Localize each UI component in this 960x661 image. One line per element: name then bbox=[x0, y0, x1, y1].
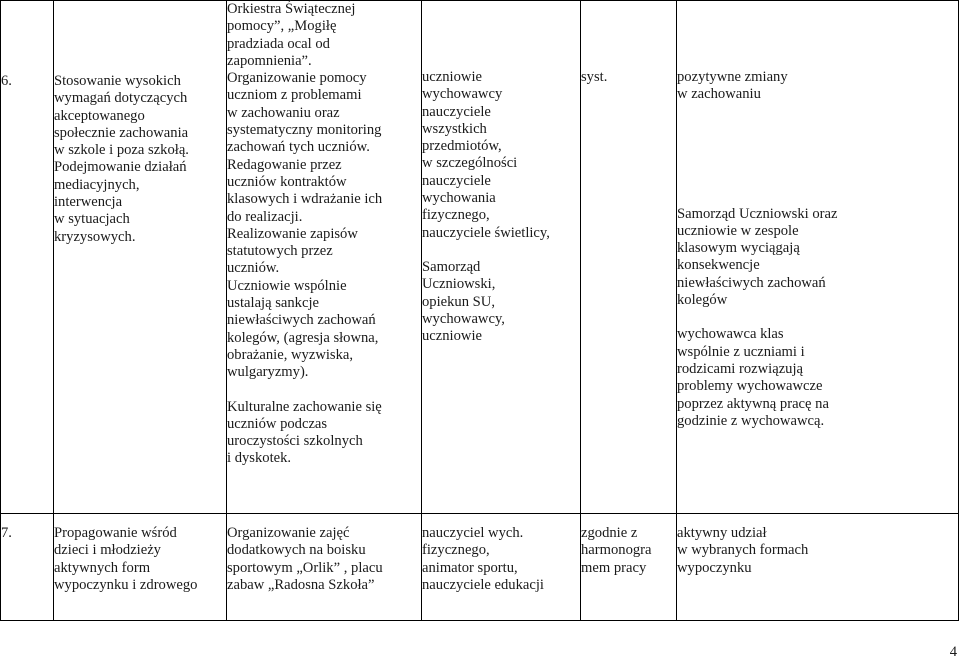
text-line: sportowym „Orlik” , placu bbox=[227, 559, 383, 576]
text-line: interwencja bbox=[54, 194, 123, 211]
text-line bbox=[677, 1, 958, 18]
text-line: rodzicami rozwiązują bbox=[677, 360, 804, 377]
text-line: wychowania bbox=[422, 190, 496, 207]
text-line: wychowawca klas bbox=[677, 326, 784, 343]
deadline-cell bbox=[581, 1, 677, 514]
text-line: i dyskotek. bbox=[227, 450, 292, 467]
page-number: 4 bbox=[949, 644, 957, 660]
text-line: pomocy”, „Mogiłę bbox=[227, 18, 337, 35]
text-line: zachowań tych uczniów. bbox=[227, 139, 370, 156]
text-line: niewłaściwych zachowań bbox=[677, 274, 826, 291]
text-line: w szkole i poza szkołą. bbox=[54, 142, 189, 159]
text-line: wulgaryzmy). bbox=[227, 364, 309, 381]
text-line: wymagań dotyczących bbox=[54, 90, 188, 107]
text-line: opiekun SU, bbox=[422, 293, 495, 310]
text-line: ustalają sankcje bbox=[227, 295, 319, 312]
text-line: Redagowanie przez bbox=[227, 156, 342, 173]
text-line: Uczniowie wspólnie bbox=[227, 277, 347, 294]
text-line bbox=[422, 52, 580, 69]
text-line: Organizowanie pomocy bbox=[227, 70, 367, 87]
text-line: przedmiotów, bbox=[422, 138, 502, 155]
text-line: statutowych przez bbox=[227, 243, 333, 260]
text-line: obrażanie, wyzwiska, bbox=[227, 346, 354, 363]
text-line: wychowawcy bbox=[422, 86, 503, 103]
text-line: klasowych i wdrażanie ich bbox=[227, 191, 383, 208]
text-line: Kulturalne zachowanie się bbox=[227, 398, 382, 415]
text-line: mediacyjnych, bbox=[54, 176, 140, 193]
text-line: Stosowanie wysokich bbox=[54, 73, 181, 89]
row-number bbox=[1, 514, 54, 621]
results-cell bbox=[677, 514, 959, 621]
row-number-text: 6. bbox=[1, 73, 12, 89]
text-line: mem pracy bbox=[581, 559, 647, 576]
text-line: nauczyciele bbox=[422, 172, 491, 189]
results-lines bbox=[677, 525, 958, 577]
text-line bbox=[581, 1, 676, 18]
text-line: fizycznego, bbox=[422, 542, 490, 559]
responsible-cell bbox=[422, 514, 581, 621]
task-lines bbox=[54, 525, 226, 594]
text-line: aktywnych form bbox=[54, 559, 151, 576]
text-line: w zachowaniu bbox=[677, 86, 761, 103]
text-line: nauczyciel wych. bbox=[422, 525, 524, 541]
text-line: Realizowanie zapisów bbox=[227, 225, 358, 242]
methods-cell bbox=[227, 1, 422, 514]
text-line bbox=[677, 155, 958, 172]
text-line: zabaw „Radosna Szkoła” bbox=[227, 576, 375, 593]
text-line: akceptowanego bbox=[54, 107, 145, 124]
text-line: uczniów podczas bbox=[227, 415, 328, 432]
table-row bbox=[1, 514, 959, 621]
task-cell bbox=[54, 514, 227, 621]
text-line: kolegów, (agresja słowna, bbox=[227, 329, 379, 346]
text-line: poprzez aktywną pracę na bbox=[677, 395, 829, 412]
text-line bbox=[677, 172, 958, 189]
table-row bbox=[1, 1, 959, 514]
text-line bbox=[677, 52, 958, 69]
text-line: fizycznego, bbox=[422, 207, 490, 224]
text-line: pozytywne zmiany bbox=[677, 69, 788, 85]
text-line: wypoczynku i zdrowego bbox=[54, 576, 198, 593]
responsible-lines bbox=[422, 525, 580, 594]
text-line bbox=[422, 1, 580, 18]
deadline-lines bbox=[581, 1, 676, 86]
text-line: konsekwencje bbox=[677, 257, 760, 274]
task-cell bbox=[54, 1, 227, 514]
text-line: wychowawcy, bbox=[422, 310, 505, 327]
text-line: Samorząd bbox=[422, 258, 481, 275]
results-lines bbox=[677, 1, 958, 430]
text-line bbox=[581, 18, 676, 35]
text-line: godzinie z wychowawcą. bbox=[677, 412, 825, 429]
responsible-lines bbox=[422, 1, 580, 345]
text-line: klasowym wyciągają bbox=[677, 240, 800, 257]
text-line: kolegów bbox=[677, 292, 728, 309]
text-line: nauczyciele edukacji bbox=[422, 576, 544, 593]
text-line: wspólnie z uczniami i bbox=[677, 343, 805, 360]
text-line: problemy wychowawcze bbox=[677, 378, 823, 395]
text-line bbox=[677, 189, 958, 206]
text-line bbox=[677, 104, 958, 121]
methods-lines bbox=[227, 525, 421, 594]
text-line: Samorząd Uczniowski oraz bbox=[677, 205, 838, 222]
text-line: nauczyciele bbox=[422, 103, 491, 120]
text-line: dodatkowych na boisku bbox=[227, 542, 366, 559]
text-line: uczniów kontraktów bbox=[227, 173, 347, 190]
text-line: uczniowie bbox=[422, 69, 482, 85]
text-line: animator sportu, bbox=[422, 559, 518, 576]
text-line: w szczególności bbox=[422, 155, 518, 172]
text-line: uczniowie w zespole bbox=[677, 222, 799, 239]
text-line bbox=[422, 242, 580, 259]
text-line: do realizacji. bbox=[227, 208, 303, 225]
text-line: społecznie zachowania bbox=[54, 124, 189, 141]
text-line: Orkiestra Świątecznej bbox=[227, 1, 356, 17]
text-line: syst. bbox=[581, 69, 608, 85]
text-line: zapomnienia”. bbox=[227, 52, 312, 69]
text-line bbox=[677, 121, 958, 138]
text-line bbox=[677, 309, 958, 326]
text-line: Uczniowski, bbox=[422, 276, 496, 293]
text-line bbox=[581, 52, 676, 69]
row-number-text: 7. bbox=[1, 525, 12, 541]
text-line: wypoczynku bbox=[677, 559, 752, 576]
text-line: Organizowanie zajęć bbox=[227, 525, 350, 541]
text-line: uczniów. bbox=[227, 260, 280, 277]
row-number bbox=[1, 1, 54, 514]
text-line: nauczyciele świetlicy, bbox=[422, 224, 550, 241]
text-line: zgodnie z bbox=[581, 525, 638, 541]
text-line: wszystkich bbox=[422, 120, 487, 137]
text-line: Podejmowanie działań bbox=[54, 159, 187, 176]
text-line: w sytuacjach bbox=[54, 211, 130, 228]
text-line bbox=[677, 138, 958, 155]
text-line: systematyczny monitoring bbox=[227, 122, 382, 139]
results-cell bbox=[677, 1, 959, 514]
text-line: uczniom z problemami bbox=[227, 87, 362, 104]
text-line bbox=[677, 35, 958, 52]
text-line: aktywny udział bbox=[677, 525, 767, 541]
methods-lines bbox=[227, 1, 421, 468]
text-line bbox=[677, 18, 958, 35]
text-line: Propagowanie wśród bbox=[54, 525, 177, 541]
text-line: uroczystości szkolnych bbox=[227, 433, 363, 450]
text-line: w wybranych formach bbox=[677, 542, 809, 559]
text-line: w zachowaniu oraz bbox=[227, 104, 340, 121]
text-line bbox=[422, 35, 580, 52]
methods-cell bbox=[227, 514, 422, 621]
task-lines bbox=[54, 73, 226, 246]
responsible-cell bbox=[422, 1, 581, 514]
text-line bbox=[227, 382, 421, 399]
text-line bbox=[581, 35, 676, 52]
text-line: pradziada ocal od bbox=[227, 35, 330, 52]
text-line: niewłaściwych zachowań bbox=[227, 312, 376, 329]
deadline-cell bbox=[581, 514, 677, 621]
text-line: harmonogra bbox=[581, 542, 652, 559]
text-line bbox=[422, 18, 580, 35]
text-line: dzieci i młodzieży bbox=[54, 542, 161, 559]
deadline-lines bbox=[581, 525, 676, 577]
text-line: kryzysowych. bbox=[54, 228, 136, 245]
text-line: uczniowie bbox=[422, 328, 482, 345]
